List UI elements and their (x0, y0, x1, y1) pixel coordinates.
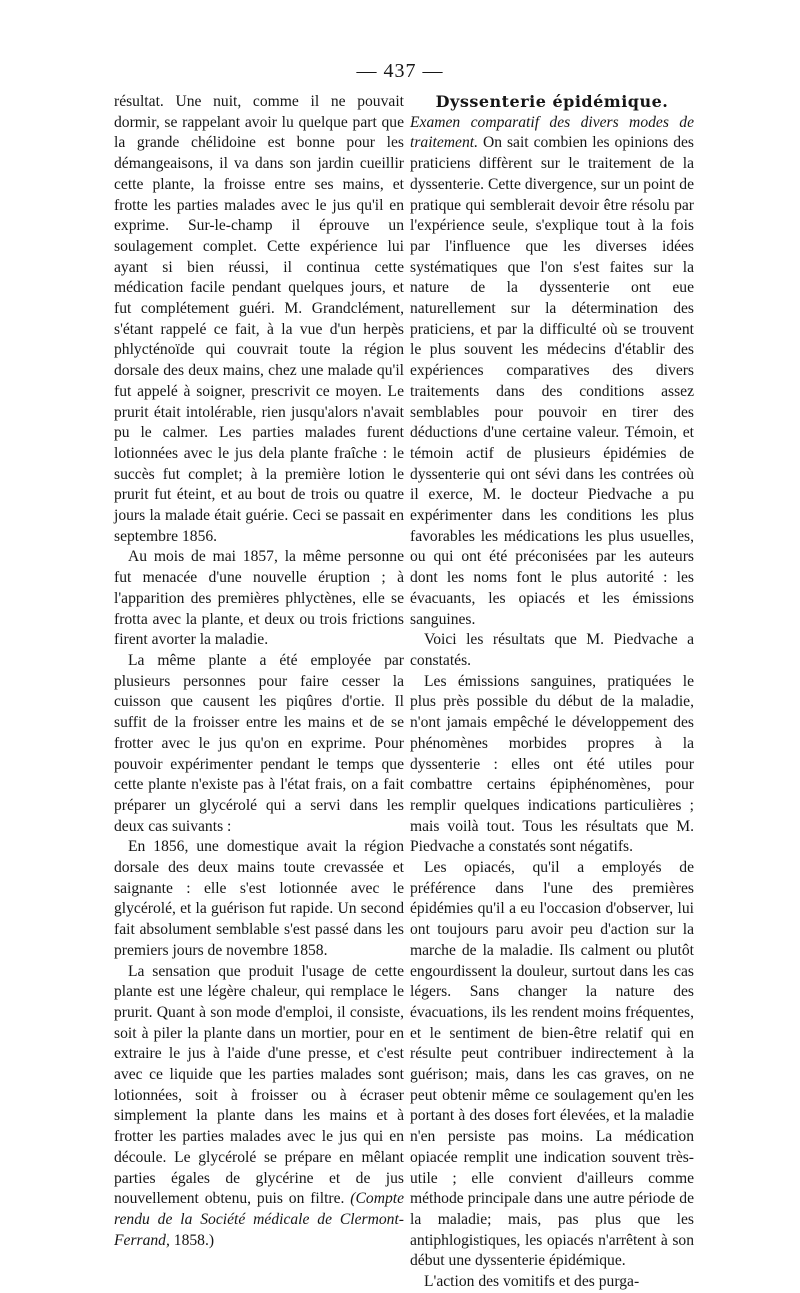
paragraph (114, 962, 404, 1252)
paragraph (410, 113, 694, 631)
citation-year: 1858.) (169, 1231, 215, 1249)
section-subtitle: Examen comparatif des divers modes de traitement. (410, 113, 694, 152)
paragraph: Voici les résultats que M. Piedvache a constatés. (410, 631, 694, 669)
paragraph: En 1856, une domestique avait la région dorsale des deux mains toute crevassée et saignante : elle s'est lotionnée avec le glycérolé, et la guérison fut rapide. Un second fait absolument semblable s'est passé dans les premiers jours de novembre 1858. (114, 838, 404, 959)
paragraph: résultat. Une nuit, comme il ne pouvait dormir, se rappelant avoir lu quelque part que la grande chélidoine est bonne pour les démangeaisons, il va dans son jardin cueillir cette plante, la froisse entre ses mains, et frotte les parties malades avec le jus qu'il en exprime. Sur-le-champ il éprouve un soulagement complet. Cette expérience lui ayant si bien réussi, il continua cette médication facile pendant quelques jours, et fut complétement guéri. M. Grandclément, s'étant rappelé ce fait, à la vue d'un herpès phlycténoïde qui couvrait toute la région dorsale des deux mains, chez une malade qu'il fut appelé à soigner, prescrivit ce moyen. Le prurit était intolérable, rien jusqu'alors n'avait pu le calmer. Les parties malades furent lotionnées avec le jus dela plante fraîche : le succès fut complet; à la première lotion le prurit fut éteint, et au bout de trois ou quatre jours la malade était guérie. Ceci se passait en septembre 1856. (114, 93, 404, 545)
right-column (410, 92, 694, 1293)
paragraph: Les opiacés, qu'il a employés de préférence dans l'une des premières épidémies qu'il a eu l'occasion d'observer, lui ont toujours paru avoir peu d'action sur la marche de la maladie. Ils calment ou plutôt engourdissent la douleur, surtout dans les cas légers. Sans changer la nature des évacuations, ils les rendent moins fréquentes, et le sentiment de bien-être relatif qui en résulte peut contribuer indirectement à la guérison; mais, dans les cas graves, on ne peut obtenir même ce soulagement qu'en les portant à des doses fort élevées, et la maladie n'en persiste pas moins. La médication opiacée remplit une indication souvent très-utile ; elle convient d'ailleurs comme méthode principale dans une autre période de la maladie; mais, pas plus que les antiphlogistiques, les opiacés n'arrêtent à son début une dyssenterie épidémique. (410, 859, 694, 1270)
paragraph-text: La sensation que produit l'usage de cette plante est une légère chaleur, qui remplace le prurit. Quant à son mode d'emploi, il consiste, soit à piler la plante dans un mortier, pour en extraire le jus à l'aide d'une presse, et c'est avec ce liquide que les parties malades sont lotionnées, soit à froisser ou à écraser simplement la plante dans les mains et à frotter les parties malades avec le jus qui en découle. Le glycérolé se prépare en mêlant parties égales de glycérine et de jus nouvellement obtenu, puis on filtre. (114, 962, 404, 1208)
paragraph: Les émissions sanguines, pratiquées le plus près possible du début de la maladie, n'ont jamais empêché le développement des phénomènes morbides propres à la dyssenterie : elles ont été utiles pour combattre certains épiphénomènes, pour remplir quelques indications particulières ; mais voilà tout. Tous les résultats que M. Piedvache a constatés sont négatifs. (410, 672, 694, 856)
page-number: — 437 — (356, 60, 444, 82)
left-column (114, 92, 404, 1251)
paragraph: L'action des vomitifs et des purga- (424, 1273, 640, 1291)
paragraph-text: On sait combien les opinions des praticiens diffèrent sur le traitement de la dyssenterie. Cette divergence, sur un point de pratique qui semblerait devoir être résolu par l'expérience seule, s'explique tout à la fois par l'influence que les diverses idées systématiques que l'on s'est faites sur la nature de la dyssenterie ont eue naturellement sur la détermination des praticiens, et par la difficulté où se trouvent le plus souvent les médecins d'établir des expériences comparatives des divers traitements dans des conditions assez semblables pour pouvoir en tirer des déductions d'une certaine valeur. Témoin, et témoin actif de plusieurs épidémies de dyssenterie qui ont sévi dans les contrées où il exerce, M. le docteur Piedvache a pu expérimenter dans les conditions les plus favorables les médications les plus usuelles, ou qui ont été préconisées par les auteurs dont les noms font le plus autorité : les évacuants, les opiacés et les émissions sanguines. (410, 134, 694, 628)
paragraph: Au mois de mai 1857, la même personne fut menacée d'une nouvelle éruption ; à l'apparition des premières phlyctènes, elle se frotta avec la plante, et deux ou trois frictions firent avorter la maladie. (114, 548, 404, 649)
citation: (Compte rendu de la Société médicale de Clermont-Ferrand, (114, 1190, 404, 1249)
section-heading: Dyssenterie épidémique. (435, 92, 669, 111)
paragraph: La même plante a été employée par plusieurs personnes pour faire cesser la cuisson que causent les piqûres d'ortie. Il suffit de la froisser entre les mains et de se frotter avec le jus qu'on en exprime. Pour pouvoir expérimenter pendant le temps que cette plante n'existe pas à l'état frais, on a fait préparer un glycérolé qui a servi dans les deux cas suivants : (114, 651, 404, 835)
